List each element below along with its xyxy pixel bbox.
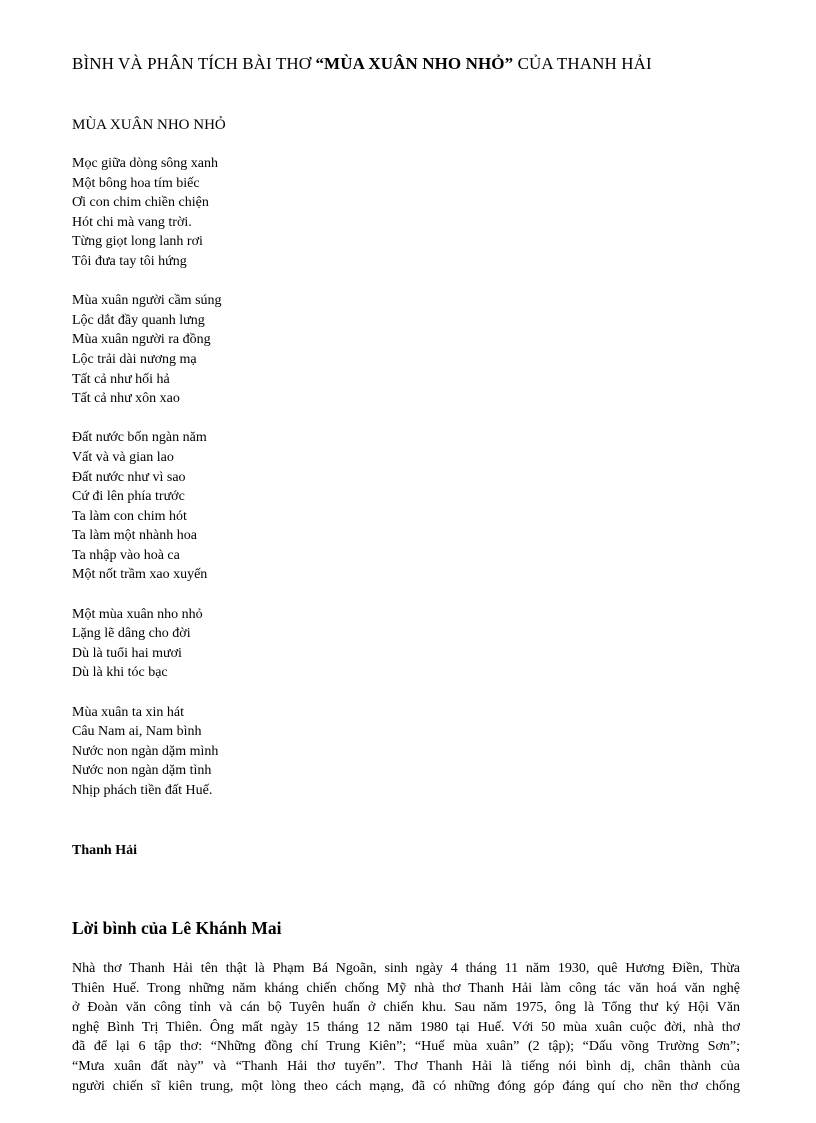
poem-line: Đất nước bốn ngàn năm — [72, 430, 207, 446]
poem-line: Vất và và gian lao — [72, 449, 174, 465]
poem-stanza — [72, 605, 222, 683]
poem-line: Ơi con chim chiền chiện — [72, 195, 209, 211]
poem-title: MÙA XUÂN NHO NHỎ — [72, 117, 226, 133]
poem-line: Dù là tuổi hai mươi — [72, 645, 182, 661]
poem-line: Ta làm một nhành hoa — [72, 528, 197, 544]
poem-line: Nước non ngàn dặm mình — [72, 743, 219, 759]
poem-line: Dù là khi tóc bạc — [72, 665, 168, 681]
poem-stanza — [72, 703, 222, 801]
poem-line: Câu Nam ai, Nam bình — [72, 724, 202, 740]
poem-line: Mọc giữa dòng sông xanh — [72, 156, 219, 171]
commentary-paragraph — [72, 959, 740, 1096]
poem-line: Một bông hoa tím biếc — [72, 175, 200, 191]
poem-line: Nước non ngàn dặm tình — [72, 763, 212, 779]
poem-line: Tôi đưa tay tôi hứng — [72, 253, 187, 269]
poem-line: Mùa xuân người ra đồng — [72, 332, 211, 348]
poem-line: Từng giọt long lanh rơi — [72, 234, 203, 250]
poem-line: Hót chi mà vang trời. — [72, 214, 192, 230]
poem-line: Ta nhập vào hoà ca — [72, 547, 180, 563]
document-title-suffix: CỦA THANH HẢI — [513, 54, 652, 73]
poem-line: Lộc dắt đầy quanh lưng — [72, 312, 205, 328]
paragraph-line: “Mưa xuân đất này” và “Thanh Hải thơ tuyển”. Thơ Thanh Hải là tiếng nói bình dị, chân thành của — [72, 1058, 740, 1074]
paragraph-line: Nhà thơ Thanh Hải tên thật là Phạm Bá Ngoãn, sinh ngày 4 tháng 11 năm 1930, quê Hương Điền, Thừa — [72, 961, 740, 976]
poem-line: Nhịp phách tiền đất Huế. — [72, 783, 213, 798]
poem-stanza — [72, 428, 222, 585]
paragraph-line: ở Đoàn văn công tỉnh và cán bộ Tuyên huấn ở chiến khu. Sau năm 1975, ông là Tổng thư ký Hội Văn — [72, 1000, 740, 1016]
document-title-prefix: BÌNH VÀ PHÂN TÍCH BÀI THƠ — [72, 54, 316, 73]
poem-line: Mùa xuân người cầm súng — [72, 293, 222, 309]
poem-stanza — [72, 291, 222, 409]
paragraph-line: người chiến sĩ kiên trung, một lòng theo cách mạng, đã có những đóng góp đáng quí cho nền thơ chống — [72, 1078, 740, 1094]
document-title — [72, 53, 652, 75]
poem-line: Một nốt trầm xao xuyến — [72, 567, 208, 583]
paragraph-line: nghệ Bình Trị Thiên. Ông mất ngày 15 tháng 12 năm 1980 tại Huế. Với 50 mùa xuân cuộc đời, nhà thơ — [72, 1019, 740, 1035]
poem-stanza — [72, 154, 222, 272]
poem-line: Lộc trải dài nương mạ — [72, 351, 197, 367]
poem-line: Đất nước như vì sao — [72, 469, 186, 485]
poem-author: Thanh Hải — [72, 843, 137, 858]
poem-line: Một mùa xuân nho nhỏ — [72, 606, 203, 622]
poem-line: Tất cả như hối hả — [72, 371, 170, 387]
paragraph-line: đã để lại 6 tập thơ: “Những đồng chí Trung Kiên”; “Huế mùa xuân” (2 tập); “Dấu võng Trường Sơn”; — [72, 1039, 740, 1055]
poem-line: Tất cả như xôn xao — [72, 391, 180, 407]
poem-body — [72, 154, 222, 820]
poem-line: Ta làm con chim hót — [72, 508, 187, 524]
poem-line: Cứ đi lên phía trước — [72, 489, 185, 505]
paragraph-line: Thiên Huế. Trong những năm kháng chiến chống Mỹ nhà thơ Thanh Hải làm công tác văn hoá văn nghệ — [72, 980, 740, 996]
document-title-poem-name: “MÙA XUÂN NHO NHỎ” — [315, 54, 514, 73]
poem-line: Mùa xuân ta xin hát — [72, 704, 184, 720]
section-heading: Lời bình của Lê Khánh Mai — [72, 918, 282, 938]
poem-line: Lặng lẽ dâng cho đời — [72, 626, 191, 642]
